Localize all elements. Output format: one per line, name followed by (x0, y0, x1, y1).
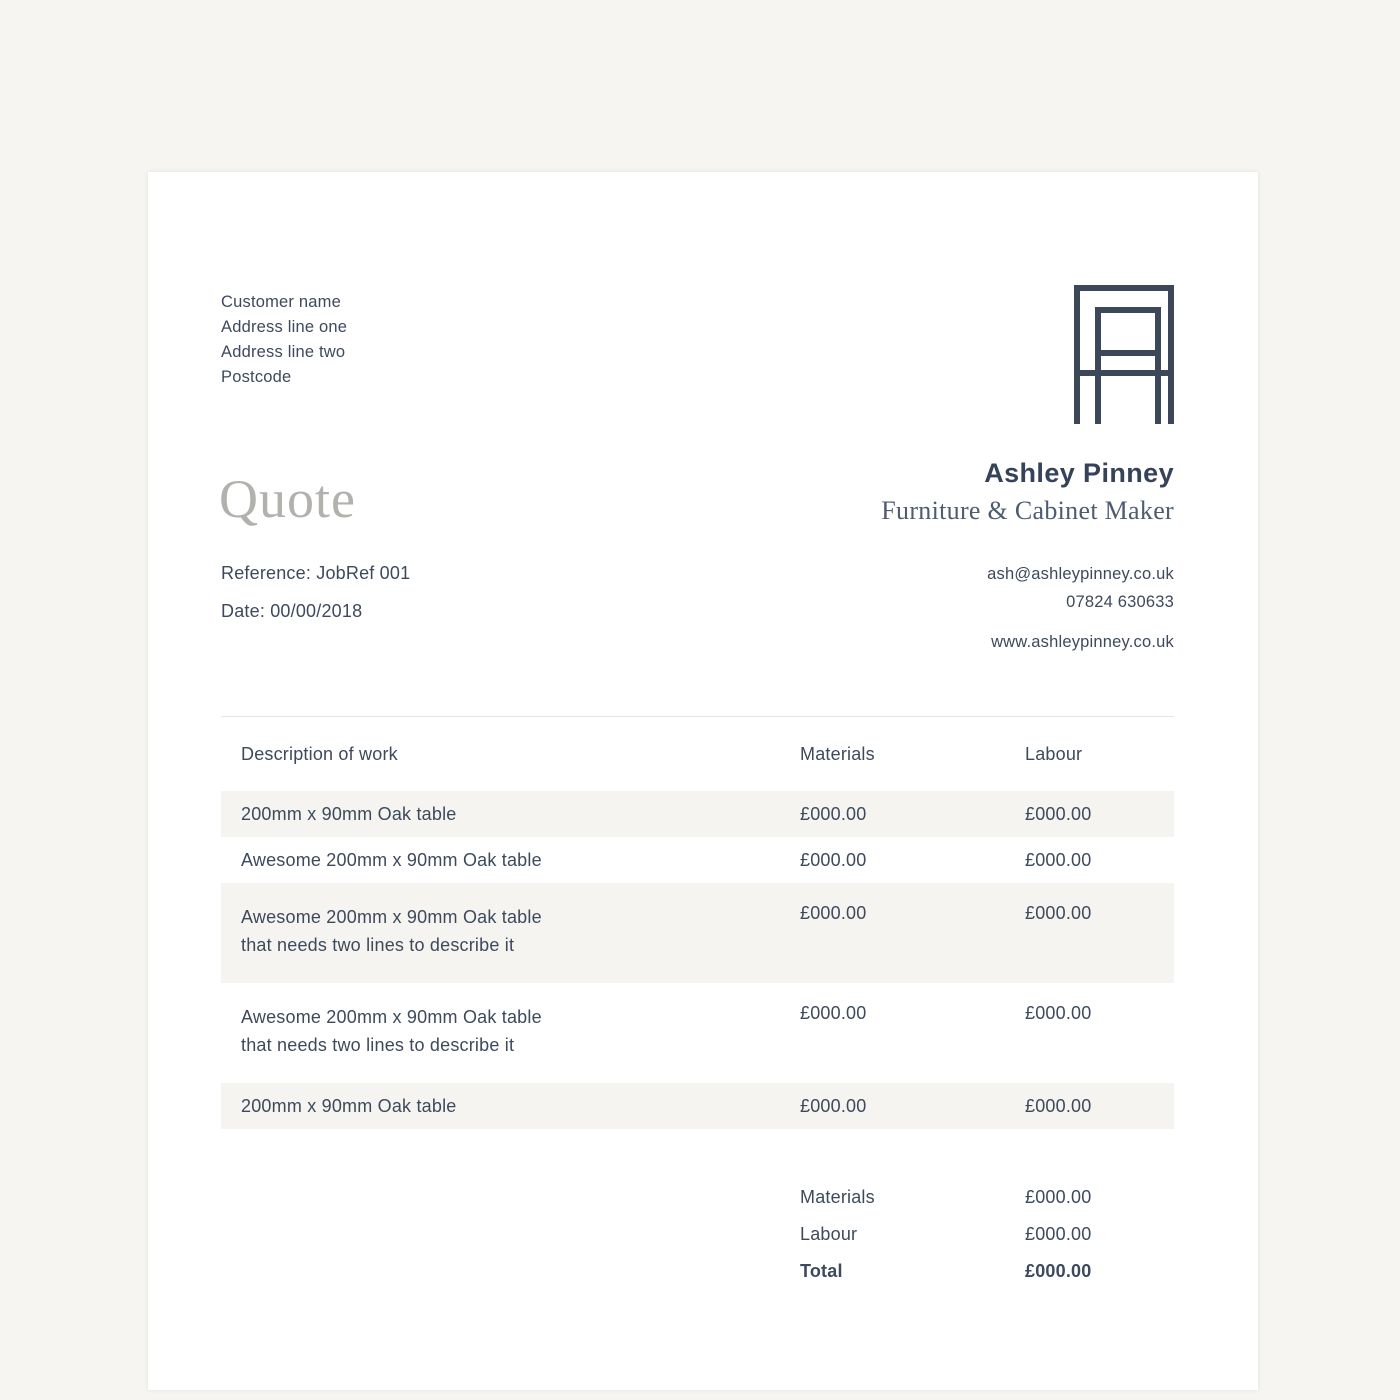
summary-labour-label: Labour (800, 1224, 858, 1244)
row-labour-value: £000.00 (1025, 850, 1092, 870)
table-row (221, 883, 1174, 983)
customer-postcode: Postcode (221, 368, 292, 386)
row-labour-value: £000.00 (1025, 1003, 1092, 1023)
table-row (221, 983, 1174, 1083)
row-labour-value: £000.00 (1025, 1096, 1092, 1116)
row-materials-value: £000.00 (800, 1003, 867, 1023)
customer-address-line-one: Address line one (221, 318, 348, 336)
row-description: Awesome 200mm x 90mm Oak table that needs two lines to describe it (241, 907, 542, 955)
row-materials-value: £000.00 (800, 804, 867, 824)
contact-phone: 07824 630633 (1066, 593, 1174, 611)
document-date: Date: 00/00/2018 (221, 601, 363, 621)
summary-materials-value: £000.00 (1025, 1187, 1092, 1207)
totals-summary (221, 1179, 1174, 1290)
header-description-of-work: Description of work (241, 744, 398, 764)
brand-name: Ashley Pinney (984, 458, 1174, 488)
document-title: Quote (219, 469, 356, 529)
row-description: 200mm x 90mm Oak table (241, 804, 457, 824)
row-labour-value: £000.00 (1025, 903, 1092, 923)
row-description: 200mm x 90mm Oak table (241, 1096, 457, 1116)
summary-materials-row (221, 1179, 1174, 1216)
quote-document-page (148, 172, 1258, 1390)
row-description: Awesome 200mm x 90mm Oak table (241, 850, 542, 870)
row-materials-value: £000.00 (800, 1096, 867, 1116)
summary-labour-value: £000.00 (1025, 1224, 1092, 1244)
row-materials-value: £000.00 (800, 850, 867, 870)
row-labour-value: £000.00 (1025, 804, 1092, 824)
table-header-row (221, 717, 1174, 791)
customer-address-line-two: Address line two (221, 343, 346, 361)
work-items-table (221, 716, 1174, 1290)
brand-tagline: Furniture & Cabinet Maker (881, 496, 1174, 525)
summary-total-row (221, 1253, 1174, 1290)
contact-website: www.ashleypinney.co.uk (991, 633, 1174, 651)
table-row (221, 837, 1174, 883)
job-reference: Reference: JobRef 001 (221, 563, 411, 583)
customer-address-block (221, 290, 347, 390)
table-row (221, 1083, 1174, 1129)
header-labour: Labour (1025, 744, 1083, 764)
customer-name: Customer name (221, 293, 341, 311)
row-materials-value: £000.00 (800, 903, 867, 923)
summary-labour-row (221, 1216, 1174, 1253)
summary-total-value: £000.00 (1025, 1261, 1092, 1281)
row-description: Awesome 200mm x 90mm Oak table that needs two lines to describe it (241, 1007, 542, 1055)
ap-monogram-logo-icon (1074, 285, 1174, 424)
summary-materials-label: Materials (800, 1187, 875, 1207)
summary-total-label: Total (800, 1261, 843, 1281)
header-materials: Materials (800, 744, 875, 764)
table-row (221, 791, 1174, 837)
contact-email: ash@ashleypinney.co.uk (987, 565, 1174, 583)
